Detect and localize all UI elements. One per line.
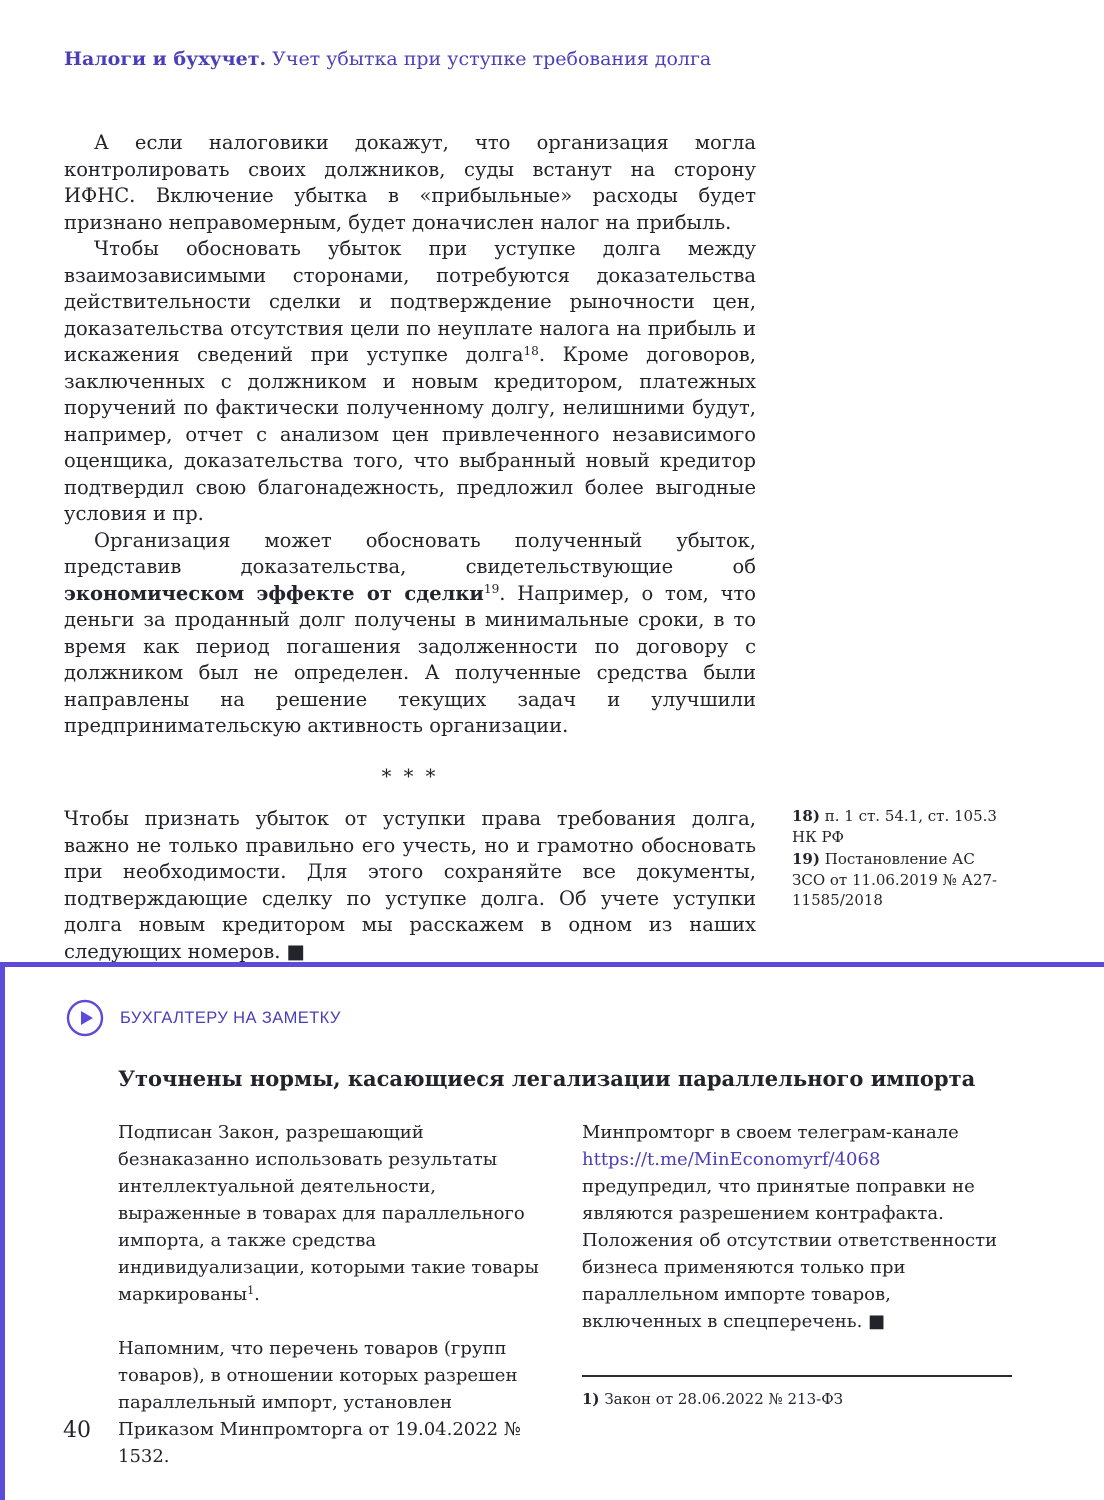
paragraph <box>64 528 756 740</box>
note-paragraph <box>582 1119 1012 1335</box>
paragraph-text: А если налоговики докажут, что организация могла контролировать своих должников, суды встанут на сторону ИФНС. Включение убытка в «прибыльные» расходы будет признано неправомерным, будет доначислен налог на прибыль. <box>64 131 756 234</box>
footnote-text: п. 1 ст. 54.1, ст. 105.3 НК РФ <box>792 807 997 846</box>
note-title: Уточнены нормы, касающиеся легализации параллельного импорта <box>118 1066 976 1091</box>
running-head <box>64 48 711 70</box>
telegram-link[interactable]: https://t.me/MinEconomyrf/4068 <box>582 1149 881 1170</box>
footnote-ref-1: 1 <box>247 1284 255 1298</box>
footnote-ref-19: 19 <box>483 582 500 597</box>
footnote-number: 1) <box>582 1390 600 1408</box>
paragraph-text: Чтобы признать убыток от уступки права требования долга, важно не только правильно его учесть, но и грамотно обосновать при необходимости. Для этого сохраняйте все документы, подтверждающие сделку по уступке долга. Об учете уступки долга новым кредитором мы расскажем в одном из наших следующих номеров. ■ <box>64 807 756 963</box>
paragraph-text: предупредил, что принятые поправки не являются разрешением контрафакта. Положения об отсутствии ответственности бизнеса применяются только при параллельном импорте товаров, включенных в спецперечень. ■ <box>582 1176 998 1332</box>
note-header <box>66 999 1104 1037</box>
paragraph-text: Подписан Закон, разрешающий безнаказанно использовать результаты интеллектуальной деятельности, выраженные в товарах для параллельного импорта, а также средства индивидуализации, которыми такие товары маркированы <box>118 1122 539 1305</box>
note-paragraph <box>118 1119 548 1308</box>
running-head-section: Налоги и бухучет. <box>64 48 267 70</box>
note-column-left <box>118 1119 548 1470</box>
section-separator: * * * <box>381 764 439 788</box>
margin-footnote <box>792 849 1007 911</box>
paragraph-text: . Например, о том, что деньги за проданный долг получены в минимальные сроки, в то время как период погашения задолженности по договору с должником был не определен. А полученные средства были направлены на решение текущих задач и улучшили предпринимательскую активность организации. <box>64 581 756 737</box>
paragraph <box>64 236 756 528</box>
footnote-number: 19) <box>792 850 820 868</box>
paragraph-text: . Кроме договоров, заключенных с должником и новым кредитором, платежных поручений по фактически полученному долгу, нелишними будут, например, отчет с анализом цен привлеченного независимого оценщика, доказательства того, что выбранный новый кредитор подтвердил свою благонадежность, предложил более выгодные условия и пр. <box>64 343 756 525</box>
closing-paragraph <box>64 806 756 965</box>
emphasized-phrase: экономическом эффекте от сделки <box>64 581 484 605</box>
note-kicker: БУХГАЛТЕРУ НА ЗАМЕТКУ <box>120 1008 341 1027</box>
play-icon <box>66 999 104 1037</box>
paragraph-text: Организация может обосновать полученный убыток, представив доказательства, свидетельствующие об <box>64 528 756 578</box>
footnote-number: 18) <box>792 807 820 825</box>
footnote-text: Закон от 28.06.2022 № 213-ФЗ <box>604 1390 843 1408</box>
paragraph-text: Чтобы обосновать убыток при уступке долга между взаимозависимыми сторонами, потребуются доказательства действительности сделки и подтверждение рыночности цен, доказательства отсутствия цели по неуплате налога на прибыль и искажения сведений при уступке долга <box>64 237 756 366</box>
note-column-right <box>582 1119 1012 1470</box>
paragraph-text: Напомним, что перечень товаров (групп товаров), в отношении которых разрешен параллельный импорт, установлен Приказом Минпромторга от 19.04.2022 № 1532. <box>118 1338 521 1467</box>
margin-footnotes <box>792 806 1007 913</box>
page-number: 40 <box>63 1418 91 1443</box>
paragraph <box>64 130 756 236</box>
margin-footnote <box>792 806 1007 847</box>
note-paragraph <box>118 1335 548 1470</box>
article-body <box>64 130 756 965</box>
accountant-note-section <box>0 962 1104 1500</box>
note-columns <box>118 1119 1104 1470</box>
footnote-ref-18: 18 <box>523 343 539 358</box>
footnote-text: Постановление АС ЗСО от 11.06.2019 № А27-11585/2018 <box>792 850 998 909</box>
note-footnote <box>582 1389 1012 1409</box>
paragraph-text: . <box>254 1284 260 1305</box>
paragraph-text: Минпромторг в своем телеграм-канале <box>582 1122 959 1143</box>
running-head-article: Учет убытка при уступке требования долга <box>266 48 712 70</box>
accent-left-bar <box>0 962 5 1500</box>
footnote-rule <box>582 1375 1012 1377</box>
